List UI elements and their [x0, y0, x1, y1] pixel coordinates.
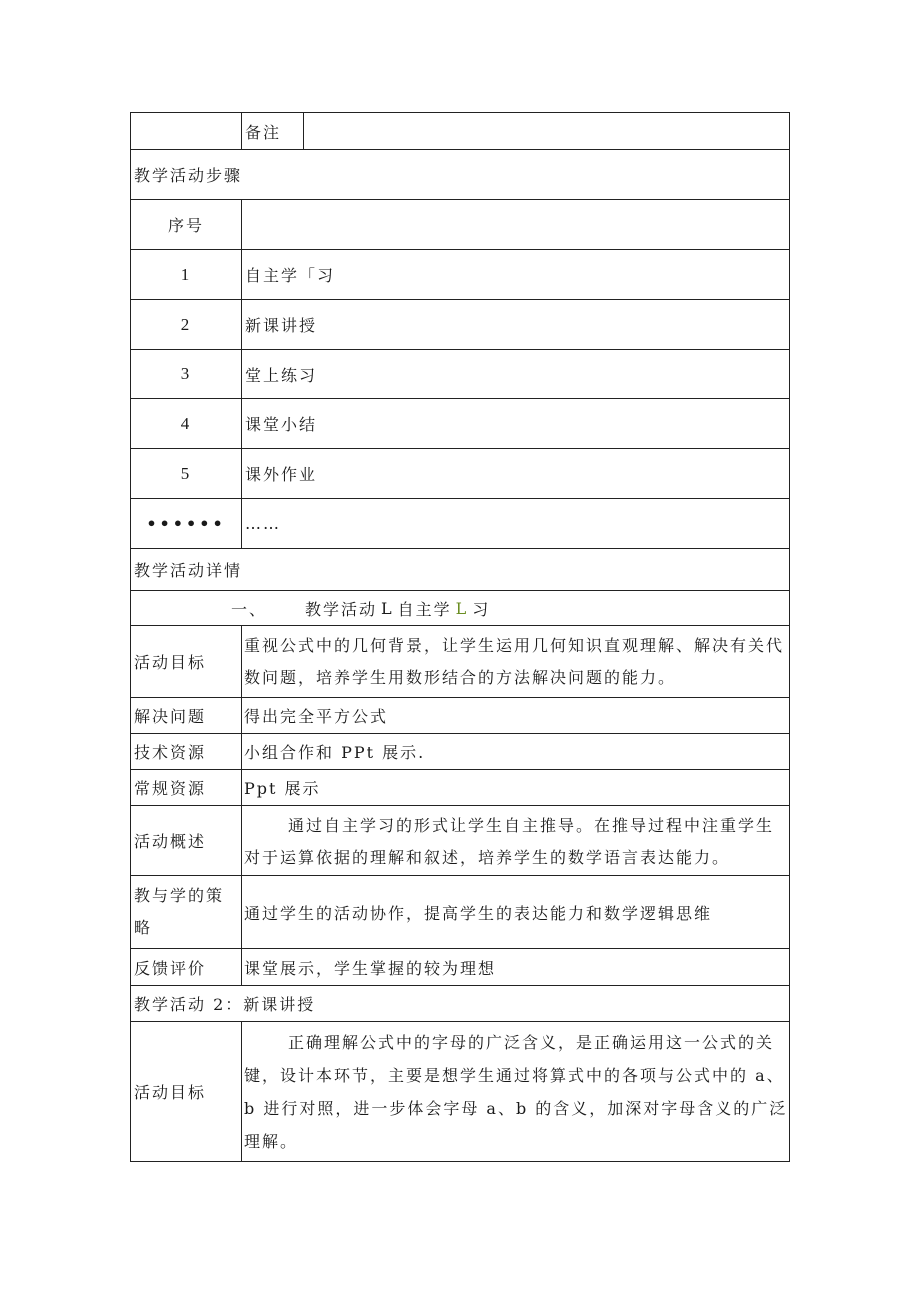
remarks-label: 备注	[245, 122, 282, 142]
step-number: 4	[180, 413, 192, 433]
table-row	[130, 448, 790, 498]
seq-header: 序号	[167, 216, 204, 235]
table-row	[130, 805, 790, 875]
activity1-title-c: 自主学	[397, 599, 452, 619]
step-name: 课堂小结	[245, 415, 318, 434]
row-label: 活动概述	[134, 832, 207, 851]
row-value: 通过自主学习的形式让学生自主推导。在推导过程中注重学生对于运算依据的理解和叙述，培养学生的数学语言表达能力。	[244, 816, 775, 867]
lesson-plan-table	[130, 112, 790, 1162]
steps-heading: 教学活动步骤	[134, 166, 243, 185]
activity1-index: 一、	[231, 599, 268, 619]
activity1-title-row	[130, 590, 790, 625]
table-row	[130, 733, 790, 769]
table-row	[130, 299, 790, 349]
table-row	[130, 769, 790, 805]
step-name: 新课讲授	[245, 316, 318, 335]
table-row	[130, 1021, 790, 1162]
seq-header-row	[130, 199, 790, 249]
step-name: 堂上练习	[245, 365, 318, 385]
step-number: 1	[180, 264, 192, 284]
row-label: 反馈评价	[134, 958, 207, 978]
row-value: 正确理解公式中的字母的广泛含义，是正确运用这一公式的关键，设计本环节，主要是想学生通过将算式中的各项与公式中的 a、b 进行对照，进一步体会字母 a、b 的含义，加深对字母含义的广泛理解。	[244, 1033, 788, 1151]
row-label: 活动目标	[134, 653, 207, 672]
table-row	[130, 875, 790, 948]
row-value: 通过学生的活动协作，提高学生的表达能力和数学逻辑思维	[244, 903, 713, 923]
row-value: 小组合作和 PPt 展示.	[244, 743, 426, 762]
activity1-title-b: L	[381, 598, 394, 618]
row-value: Ppt 展示	[244, 779, 321, 798]
details-heading-row	[130, 548, 790, 590]
activity1-title-d: L	[455, 598, 469, 618]
step-number: 3	[180, 364, 192, 383]
row-label: 活动目标	[134, 1083, 207, 1102]
activity2-title: 教学活动 2：新课讲授	[134, 995, 316, 1014]
table-row	[130, 498, 790, 548]
table-row	[130, 625, 790, 697]
row-value: 重视公式中的几何背景，让学生运用几何知识直观理解、解决有关代数问题，培养学生用数形结合的方法解决问题的能力。	[244, 636, 785, 687]
activity1-title-a: 教学活动	[305, 599, 378, 619]
table-row	[130, 398, 790, 448]
step-name: 课外作业	[245, 465, 318, 484]
row-value: 课堂展示，学生掌握的较为理想	[244, 958, 497, 978]
details-heading: 教学活动详情	[134, 561, 243, 580]
table-row	[130, 349, 790, 398]
step-number: 2	[180, 314, 192, 334]
row-label: 常规资源	[134, 779, 207, 798]
step-name: 自主学「习	[245, 266, 336, 285]
table-row	[130, 948, 790, 985]
step-number: 5	[180, 463, 192, 483]
remarks-row	[130, 112, 790, 149]
row-label: 解决问题	[134, 707, 207, 726]
row-label: 技术资源	[134, 743, 207, 762]
row-label: 教与学的策略	[134, 886, 225, 937]
activity1-title-e: 习	[472, 599, 491, 619]
table-row	[130, 249, 790, 299]
activity1-title	[231, 591, 789, 625]
ellipsis-number: ••••••	[146, 514, 226, 533]
ellipsis-name: ……	[245, 514, 281, 533]
row-value: 得出完全平方公式	[244, 707, 389, 726]
steps-heading-row	[130, 149, 790, 199]
table-row	[130, 697, 790, 733]
activity2-title-row	[130, 985, 790, 1021]
